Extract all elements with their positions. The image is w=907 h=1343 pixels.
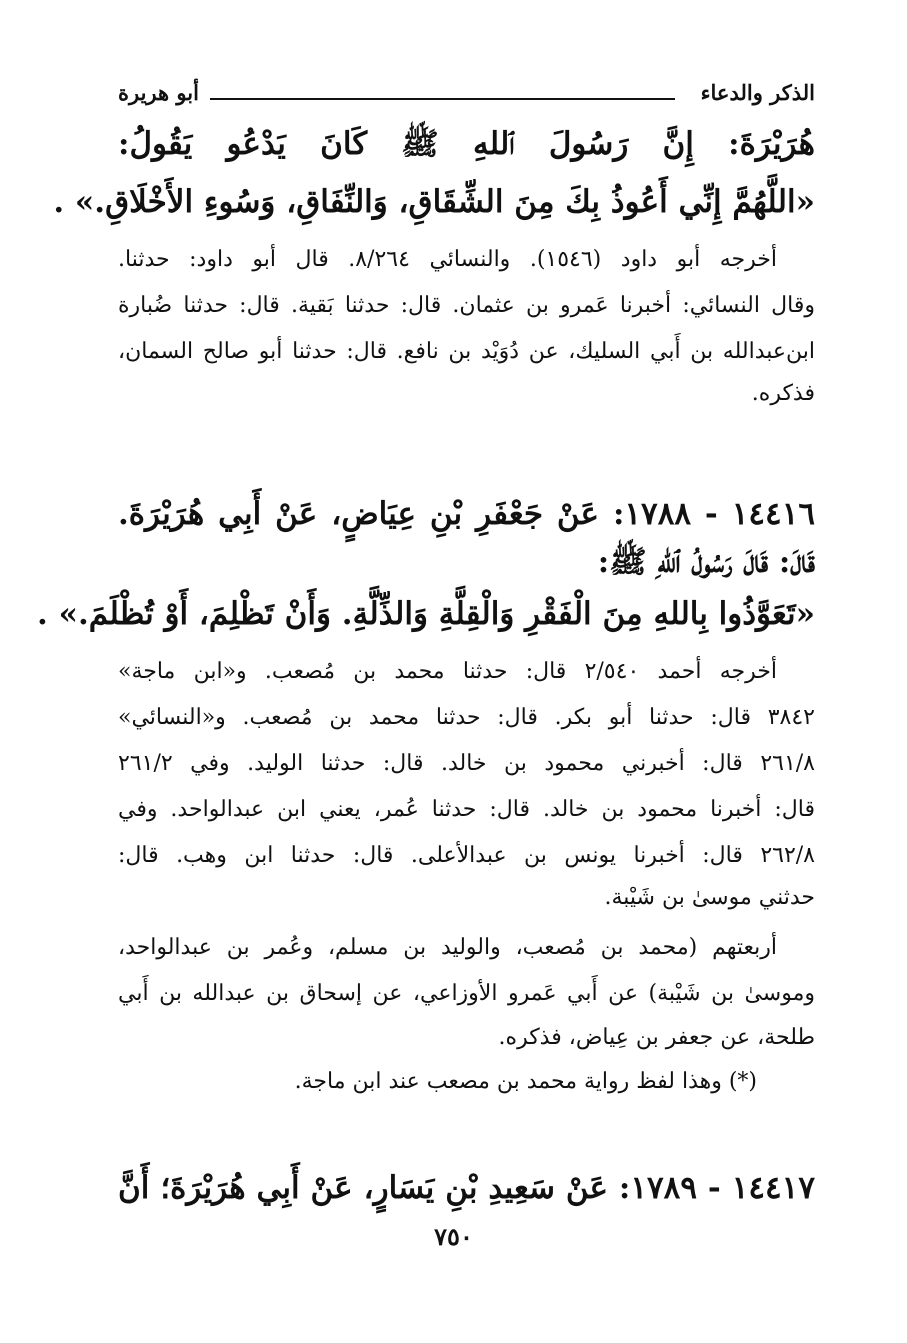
takhrij-line: فذكره. [751, 381, 815, 406]
takhrij-line: قال: أخبرنا محمود بن خالد. قال: حدثنا عُمر، يعني ابن عبدالواحد. وفي [118, 797, 815, 822]
hadith-number-line: ١٤٤١٧ - ١٧٨٩: عَنْ سَعِيدِ بْنِ يَسَارٍ، عَنْ أَبِي هُرَيْرَةَ؛ أَنَّ [118, 1170, 815, 1206]
chapter-title: الذكر والدعاء [700, 80, 815, 105]
takhrij-line: أخرجه أبو داود (١٥٤٦). والنسائي ٨/٢٦٤. قال أبو داود: حدثنا. [118, 247, 777, 272]
takhrij-line: وموسىٰ بن شَيْبة) عن أَبي عَمرو الأوزاعي، عن إسحاق بن عبدالله بن أَبي [118, 981, 815, 1006]
takhrij-line: أربعتهم (محمد بن مُصعب، والوليد بن مسلم، وعُمر بن عبدالواحد، [118, 935, 777, 960]
page-number: ٧٥٠ [434, 1222, 473, 1251]
hadith-text-line: هُرَيْرَةَ: إِنَّ رَسُولَ ٱللهِ ﷺ كَانَ يَدْعُو يَقُولُ: [118, 126, 815, 162]
header-rule [210, 98, 675, 100]
hadith-text-line: «تَعَوَّذُوا بِاللهِ مِنَ الْفَقْرِ وَالْقِلَّةِ وَالذِّلَّةِ. وَأَنْ تَظْلِمَ، أَوْ تُظْلَمَ.» . [37, 596, 815, 632]
takhrij-line: ٣٨٤٢ قال: حدثنا أبو بكر. قال: حدثنا محمد بن مُصعب. و«النسائي» [118, 705, 815, 730]
narrator-title: أبو هريرة [118, 80, 199, 105]
takhrij-line: ٢٦١/٨ قال: أخبرني محمود بن خالد. قال: حدثنا الوليد. وفي ٢٦١/٢ [118, 751, 815, 776]
takhrij-line: وقال النسائي: أخبرنا عَمرو بن عثمان. قال: حدثنا بَقية. قال: حدثنا ضُبارة [118, 293, 815, 318]
running-header [118, 80, 815, 114]
hadith-number-line: ١٤٤١٦ - ١٧٨٨: عَنْ جَعْفَرِ بْنِ عِيَاضٍ، عَنْ أَبِي هُرَيْرَةَ. [118, 496, 816, 532]
takhrij-line: ابن‌عبدالله بن أَبي السليك، عن دُوَيْد بن نافع. قال: حدثنا أبو صالح السمان، [118, 339, 815, 364]
remark-line: (*) وهذا لفظ رواية محمد بن مصعب عند ابن ماجة. [294, 1069, 757, 1094]
hadith-text-line: «اللَّهُمَّ إِنِّي أَعُوذُ بِكَ مِنَ الشِّقَاقِ، وَالنِّفَاقِ، وَسُوءِ الأَخْلَاقِ.» . [53, 184, 815, 220]
takhrij-line: حدثني موسىٰ بن شَيْبة. [604, 885, 815, 910]
takhrij-line: طلحة، عن جعفر بن عِياض، فذكره. [498, 1025, 815, 1050]
hadith-text-line: قَالَ: قَالَ رَسُولُ ٱللهِ ﷺ: [597, 544, 815, 580]
takhrij-line: أخرجه أحمد ٢/٥٤٠ قال: حدثنا محمد بن مُصعب. و«ابن ماجة» [118, 659, 777, 684]
takhrij-line: ٢٦٢/٨ قال: أخبرنا يونس بن عبدالأعلى. قال: حدثنا ابن وهب. قال: [118, 843, 815, 868]
